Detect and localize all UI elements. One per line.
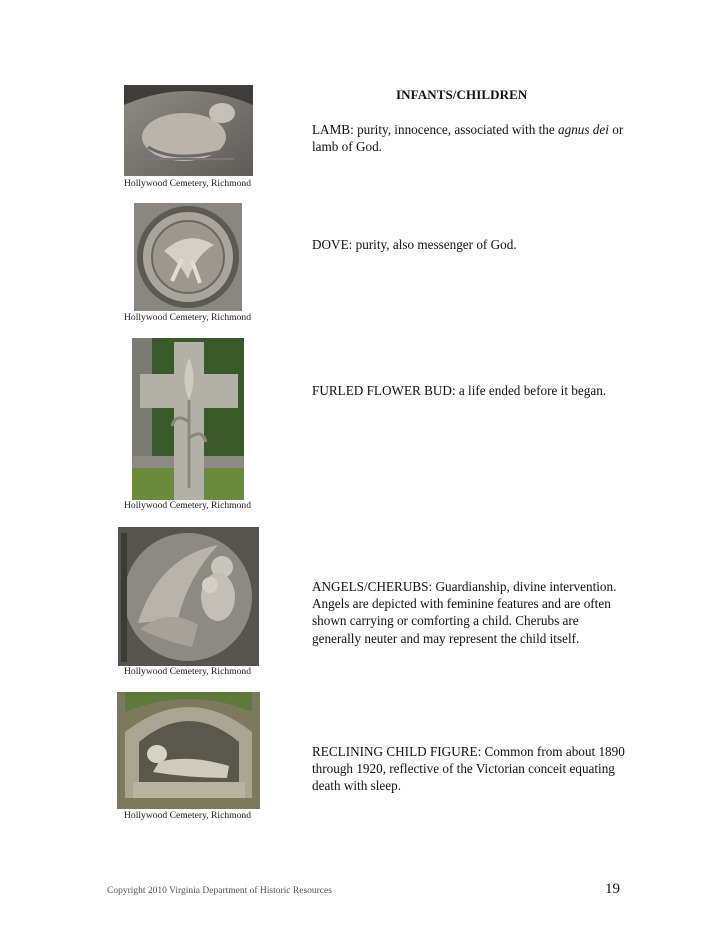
photo-caption: Hollywood Cemetery, Richmond bbox=[124, 312, 252, 323]
entry-description: : purity, also messenger of God. bbox=[348, 237, 517, 252]
photo-caption: Hollywood Cemetery, Richmond bbox=[124, 666, 252, 677]
photo-caption: Hollywood Cemetery, Richmond bbox=[124, 178, 252, 189]
entry-flower-bud bbox=[312, 382, 630, 399]
entry-angels-cherubs bbox=[312, 578, 630, 647]
entry-reclining-child bbox=[312, 743, 630, 795]
photo-flower-bud-cross bbox=[132, 338, 244, 500]
entry-italic-term: agnus dei bbox=[558, 122, 609, 137]
entry-term: RECLINING CHILD FIGURE bbox=[312, 744, 478, 759]
footer-copyright: Copyright 2010 Virginia Department of Historic Resources bbox=[107, 886, 332, 896]
photo-angel bbox=[118, 527, 259, 666]
entry-description: : Common from about 1890 through 1920, reflective of the Victorian conceit equating death with sleep. bbox=[312, 744, 625, 794]
entry-term: ANGELS/CHERUBS bbox=[312, 579, 429, 594]
photo-reclining-child bbox=[117, 692, 260, 809]
entry-description-end: or lamb of God. bbox=[312, 122, 624, 155]
photo-lamb bbox=[124, 85, 253, 176]
photo-caption: Hollywood Cemetery, Richmond bbox=[124, 810, 252, 821]
entry-term: LAMB bbox=[312, 122, 351, 137]
photo-caption: Hollywood Cemetery, Richmond bbox=[124, 500, 252, 511]
entry-description: : a life ended before it began. bbox=[451, 383, 607, 398]
entry-term: DOVE bbox=[312, 237, 349, 252]
entry-description: : purity, innocence, associated with the bbox=[350, 122, 558, 137]
entry-lamb bbox=[312, 121, 630, 155]
entry-dove bbox=[312, 236, 630, 253]
page-title: INFANTS/CHILDREN bbox=[396, 87, 528, 102]
photo-dove bbox=[134, 203, 242, 311]
entry-description: : Guardianship, divine intervention. Angels are depicted with feminine features and are often shown carrying or comforting a child. Cherubs are generally neuter and may represent the child itself. bbox=[312, 579, 617, 646]
entry-term: FURLED FLOWER BUD bbox=[312, 383, 452, 398]
page-number: 19 bbox=[605, 881, 620, 897]
